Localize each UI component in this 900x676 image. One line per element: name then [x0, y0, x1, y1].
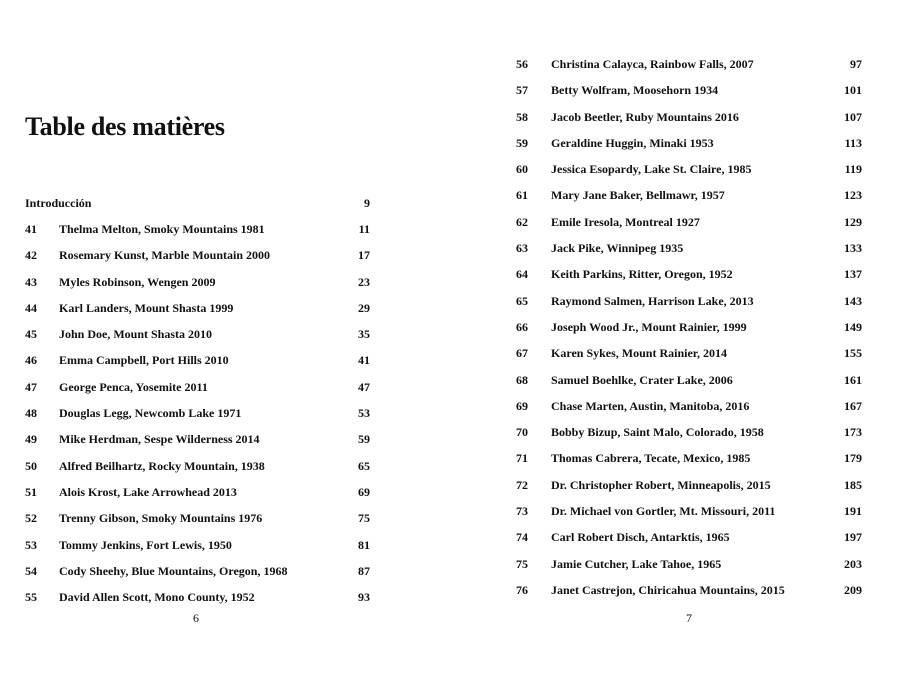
chapter-number: 76: [516, 582, 528, 597]
toc-entry: [25, 378, 370, 404]
toc-list-right: [516, 55, 862, 607]
chapter-number: 58: [516, 109, 528, 124]
chapter-page-number: 65: [358, 458, 370, 473]
toc-entry: [516, 581, 862, 607]
chapter-title: Dr. Christopher Robert, Minneapolis, 2015: [551, 477, 771, 492]
chapter-number: 64: [516, 267, 528, 282]
chapter-page-number: 41: [358, 353, 370, 368]
chapter-number: 47: [25, 379, 37, 394]
toc-entry: [25, 273, 370, 299]
chapter-page-number: 167: [844, 398, 862, 413]
chapter-page-number: 93: [358, 590, 370, 605]
chapter-number: 69: [516, 398, 528, 413]
chapter-page-number: 23: [358, 274, 370, 289]
page-number-right: 7: [686, 611, 692, 625]
chapter-page-number: 59: [358, 432, 370, 447]
chapter-title: Mary Jane Baker, Bellmawr, 1957: [551, 188, 725, 203]
chapter-page-number: 75: [358, 511, 370, 526]
chapter-title: Alfred Beilhartz, Rocky Mountain, 1938: [59, 458, 265, 473]
chapter-title: Thomas Cabrera, Tecate, Mexico, 1985: [551, 451, 751, 466]
chapter-number: 65: [516, 293, 528, 308]
chapter-number: 62: [516, 214, 528, 229]
chapter-title: John Doe, Mount Shasta 2010: [59, 327, 213, 342]
chapter-page-number: 161: [844, 372, 862, 387]
chapter-page-number: 17: [358, 248, 370, 263]
chapter-page-number: 101: [844, 83, 862, 98]
chapter-number: 41: [25, 222, 37, 236]
chapter-number: 43: [25, 274, 37, 289]
chapter-number: 55: [25, 590, 37, 605]
chapter-number: 52: [25, 511, 37, 526]
chapter-title: Trenny Gibson, Smoky Mountains 1976: [59, 511, 263, 526]
toc-entry: [516, 344, 862, 370]
chapter-page-number: 203: [844, 556, 862, 571]
chapter-title: Carl Robert Disch, Antarktis, 1965: [551, 530, 730, 545]
chapter-page-number: 11: [358, 222, 370, 236]
intro-label: Introducción: [25, 196, 92, 210]
chapter-page-number: 149: [844, 319, 862, 334]
toc-entry: [25, 562, 370, 588]
toc-entry: [516, 371, 862, 397]
toc-entry: [516, 555, 862, 581]
chapter-number: 72: [516, 477, 528, 492]
chapter-title: Emma Campbell, Port Hills 2010: [59, 353, 229, 368]
chapter-number: 68: [516, 372, 528, 387]
chapter-page-number: 209: [844, 582, 862, 597]
chapter-number: 46: [25, 353, 37, 368]
toc-entry: [516, 502, 862, 528]
chapter-title: Karl Landers, Mount Shasta 1999: [59, 300, 234, 315]
chapter-number: 50: [25, 458, 37, 473]
chapter-page-number: 47: [358, 379, 370, 394]
chapter-page-number: 179: [844, 451, 862, 466]
chapter-title: Keith Parkins, Ritter, Oregon, 1952: [551, 267, 733, 282]
chapter-number: 59: [516, 135, 528, 150]
toc-entry: [516, 239, 862, 265]
right-page: [450, 0, 900, 676]
chapter-title: David Allen Scott, Mono County, 1952: [59, 590, 255, 605]
toc-entry: [516, 134, 862, 160]
intro-page-number: 9: [364, 196, 370, 210]
chapter-number: 45: [25, 327, 37, 342]
page-title: Table des matières: [25, 112, 225, 141]
chapter-title: Cody Sheehy, Blue Mountains, Oregon, 1968: [59, 563, 288, 578]
chapter-page-number: 97: [850, 57, 862, 71]
chapter-number: 67: [516, 346, 528, 361]
chapter-number: 74: [516, 530, 528, 545]
chapter-title: Samuel Boehlke, Crater Lake, 2006: [551, 372, 733, 387]
toc-entry: [516, 108, 862, 134]
chapter-page-number: 35: [358, 327, 370, 342]
chapter-title: Thelma Melton, Smoky Mountains 1981: [59, 222, 265, 236]
toc-entry: [516, 318, 862, 344]
toc-entry: [25, 299, 370, 325]
chapter-number: 51: [25, 484, 37, 499]
chapter-number: 70: [516, 425, 528, 440]
chapter-title: Jacob Beetler, Ruby Mountains 2016: [551, 109, 739, 124]
chapter-number: 48: [25, 406, 37, 421]
chapter-page-number: 155: [844, 346, 862, 361]
chapter-page-number: 133: [844, 241, 862, 256]
toc-entry: [25, 351, 370, 377]
toc-entry: [25, 404, 370, 430]
toc-entry: [516, 81, 862, 107]
chapter-page-number: 173: [844, 425, 862, 440]
chapter-title: Joseph Wood Jr., Mount Rainier, 1999: [551, 319, 747, 334]
toc-entry: [25, 509, 370, 535]
chapter-page-number: 81: [358, 537, 370, 552]
toc-list-left: [25, 194, 370, 614]
toc-intro-entry: [25, 194, 370, 214]
chapter-title: Chase Marten, Austin, Manitoba, 2016: [551, 398, 750, 413]
chapter-number: 49: [25, 432, 37, 447]
chapter-number: 63: [516, 241, 528, 256]
chapter-title: Janet Castrejon, Chiricahua Mountains, 2015: [551, 582, 785, 597]
toc-entry: [516, 213, 862, 239]
chapter-title: Jamie Cutcher, Lake Tahoe, 1965: [551, 556, 722, 571]
chapter-page-number: 87: [358, 563, 370, 578]
chapter-page-number: 191: [844, 504, 862, 519]
chapter-title: Mike Herdman, Sespe Wilderness 2014: [59, 432, 260, 447]
chapter-title: Tommy Jenkins, Fort Lewis, 1950: [59, 537, 232, 552]
chapter-number: 42: [25, 248, 37, 263]
toc-entry: [516, 265, 862, 291]
chapter-page-number: 197: [844, 530, 862, 545]
toc-entry: [516, 292, 862, 318]
toc-entry: [25, 536, 370, 562]
chapter-page-number: 119: [844, 162, 862, 177]
chapter-number: 66: [516, 319, 528, 334]
chapter-title: Myles Robinson, Wengen 2009: [59, 274, 216, 289]
chapter-number: 57: [516, 83, 528, 98]
chapter-title: Betty Wolfram, Moosehorn 1934: [551, 83, 719, 98]
chapter-number: 54: [25, 563, 37, 578]
toc-entry: [25, 220, 370, 246]
toc-entry: [25, 483, 370, 509]
chapter-title: Geraldine Huggin, Minaki 1953: [551, 135, 714, 150]
toc-entry: [516, 397, 862, 423]
chapter-number: 73: [516, 504, 528, 519]
chapter-number: 75: [516, 556, 528, 571]
chapter-title: Bobby Bizup, Saint Malo, Colorado, 1958: [551, 425, 764, 440]
chapter-number: 44: [25, 300, 37, 315]
chapter-page-number: 69: [358, 484, 370, 499]
toc-entry: [516, 449, 862, 475]
toc-entry: [25, 325, 370, 351]
chapter-title: Alois Krost, Lake Arrowhead 2013: [59, 484, 237, 499]
chapter-page-number: 129: [844, 214, 862, 229]
toc-entry: [516, 423, 862, 449]
toc-entry: [516, 528, 862, 554]
chapter-number: 61: [516, 188, 528, 203]
chapter-title: Rosemary Kunst, Marble Mountain 2000: [59, 248, 270, 263]
chapter-title: Dr. Michael von Gortler, Mt. Missouri, 2011: [551, 504, 776, 519]
chapter-title: Christina Calayca, Rainbow Falls, 2007: [551, 57, 754, 71]
chapter-page-number: 107: [844, 109, 862, 124]
chapter-page-number: 137: [844, 267, 862, 282]
chapter-title: Emile Iresola, Montreal 1927: [551, 214, 700, 229]
chapter-title: Douglas Legg, Newcomb Lake 1971: [59, 406, 242, 421]
toc-entry: [516, 55, 862, 81]
chapter-title: Karen Sykes, Mount Rainier, 2014: [551, 346, 728, 361]
chapter-page-number: 143: [844, 293, 862, 308]
toc-entry: [516, 160, 862, 186]
chapter-title: Raymond Salmen, Harrison Lake, 2013: [551, 293, 754, 308]
chapter-page-number: 113: [844, 135, 862, 150]
chapter-number: 71: [516, 451, 528, 466]
chapter-page-number: 53: [358, 406, 370, 421]
chapter-title: Jessica Esopardy, Lake St. Claire, 1985: [551, 162, 752, 177]
toc-entry: [25, 246, 370, 272]
toc-entry: [516, 186, 862, 212]
chapter-number: 60: [516, 162, 528, 177]
chapter-title: George Penca, Yosemite 2011: [59, 379, 208, 394]
toc-entry: [25, 457, 370, 483]
chapter-page-number: 29: [358, 300, 370, 315]
chapter-page-number: 185: [844, 477, 862, 492]
toc-entry: [516, 476, 862, 502]
chapter-number: 56: [516, 57, 528, 71]
chapter-page-number: 123: [844, 188, 862, 203]
page-number-left: 6: [193, 611, 199, 625]
toc-entry: [25, 430, 370, 456]
chapter-title: Jack Pike, Winnipeg 1935: [551, 241, 684, 256]
chapter-number: 53: [25, 537, 37, 552]
